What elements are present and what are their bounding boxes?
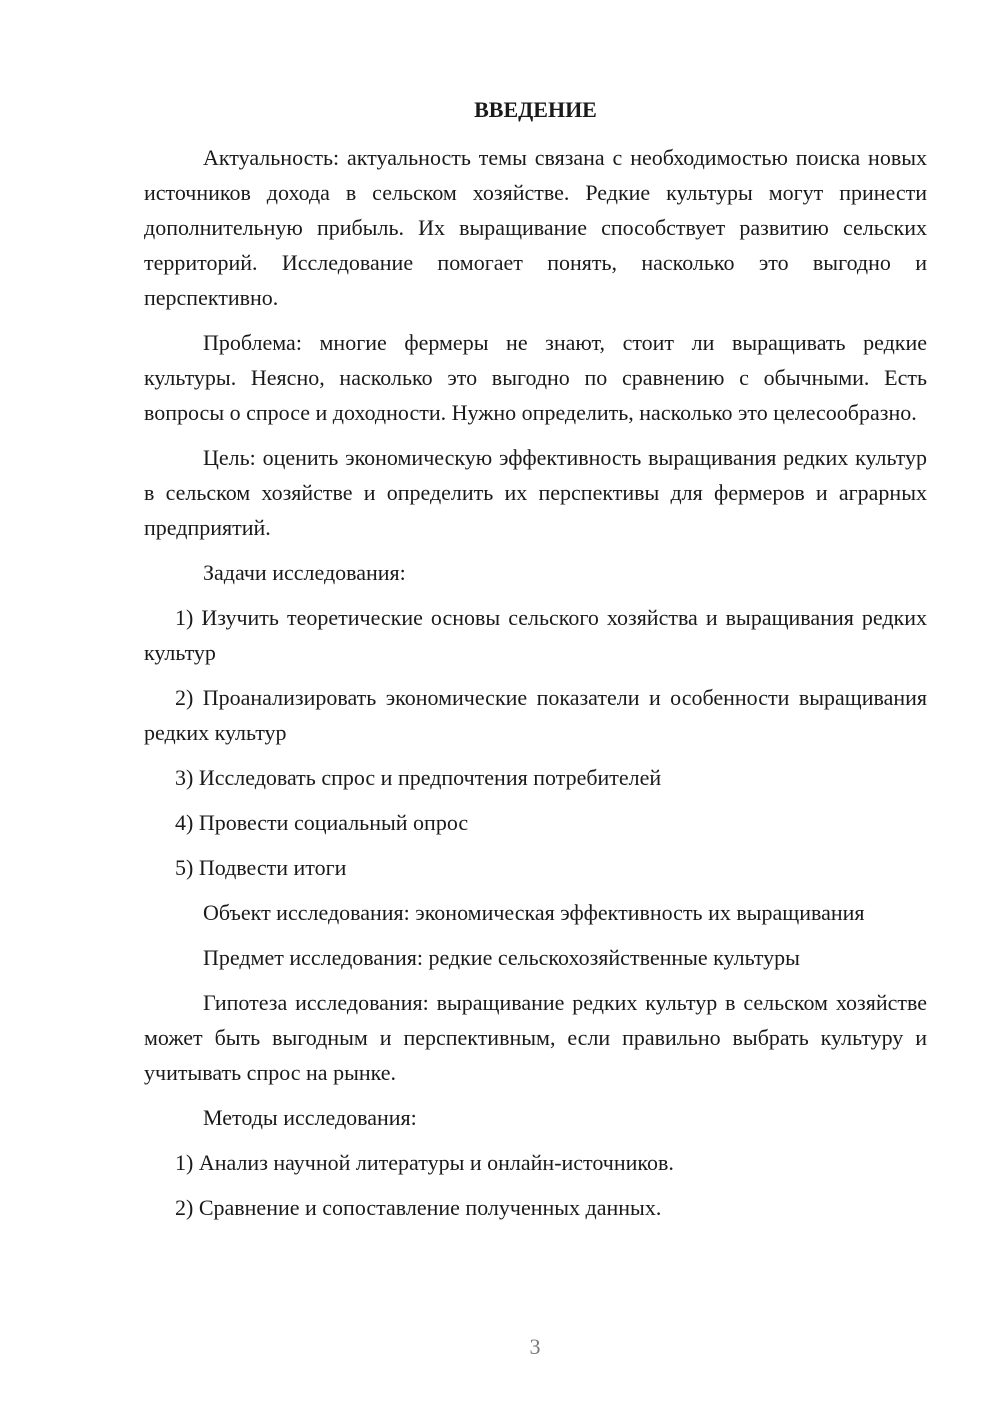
paragraph-relevance: Актуальность: актуальность темы связана с необходимостью поиска новых источников дохода в сельском хозяйстве. Редкие культуры могут принести дополнительную прибыль. Их выращивание способствует развитию сельских территорий. Исследование помогает понять, насколько это выгодно и перспективно.	[144, 145, 927, 310]
method-item-2: 2) Сравнение и сопоставление полученных данных.	[175, 1195, 662, 1220]
task-item-5: 5) Подвести итоги	[175, 855, 347, 880]
task-item-1: 1) Изучить теоретические основы сельского хозяйства и выращивания редких культур	[144, 605, 927, 665]
paragraph-problem: Проблема: многие фермеры не знают, стоит ли выращивать редкие культуры. Неясно, насколько это выгодно по сравнению с обычными. Есть вопросы о спросе и доходности. Нужно определить, насколько это целесообразно.	[144, 330, 927, 425]
paragraph-object: Объект исследования: экономическая эффективность их выращивания	[203, 900, 865, 925]
paragraph-hypothesis: Гипотеза исследования: выращивание редких культур в сельском хозяйстве может быть выгодным и перспективным, если правильно выбрать культуру и учитывать спрос на рынке.	[144, 990, 927, 1085]
task-item-4: 4) Провести социальный опрос	[175, 810, 469, 835]
page-number: 3	[529, 1334, 541, 1359]
page-title: ВВЕДЕНИЕ	[474, 97, 597, 122]
task-item-3: 3) Исследовать спрос и предпочтения потребителей	[175, 765, 662, 790]
task-item-2: 2) Проанализировать экономические показатели и особенности выращивания редких культур	[144, 685, 927, 745]
tasks-heading: Задачи исследования:	[203, 560, 406, 585]
paragraph-goal: Цель: оценить экономическую эффективность выращивания редких культур в сельском хозяйстве и определить их перспективы для фермеров и аграрных предприятий.	[144, 445, 927, 540]
method-item-1: 1) Анализ научной литературы и онлайн-источников.	[175, 1150, 674, 1175]
methods-heading: Методы исследования:	[203, 1105, 417, 1130]
document-body	[144, 92, 927, 1225]
paragraph-subject: Предмет исследования: редкие сельскохозяйственные культуры	[203, 945, 800, 970]
